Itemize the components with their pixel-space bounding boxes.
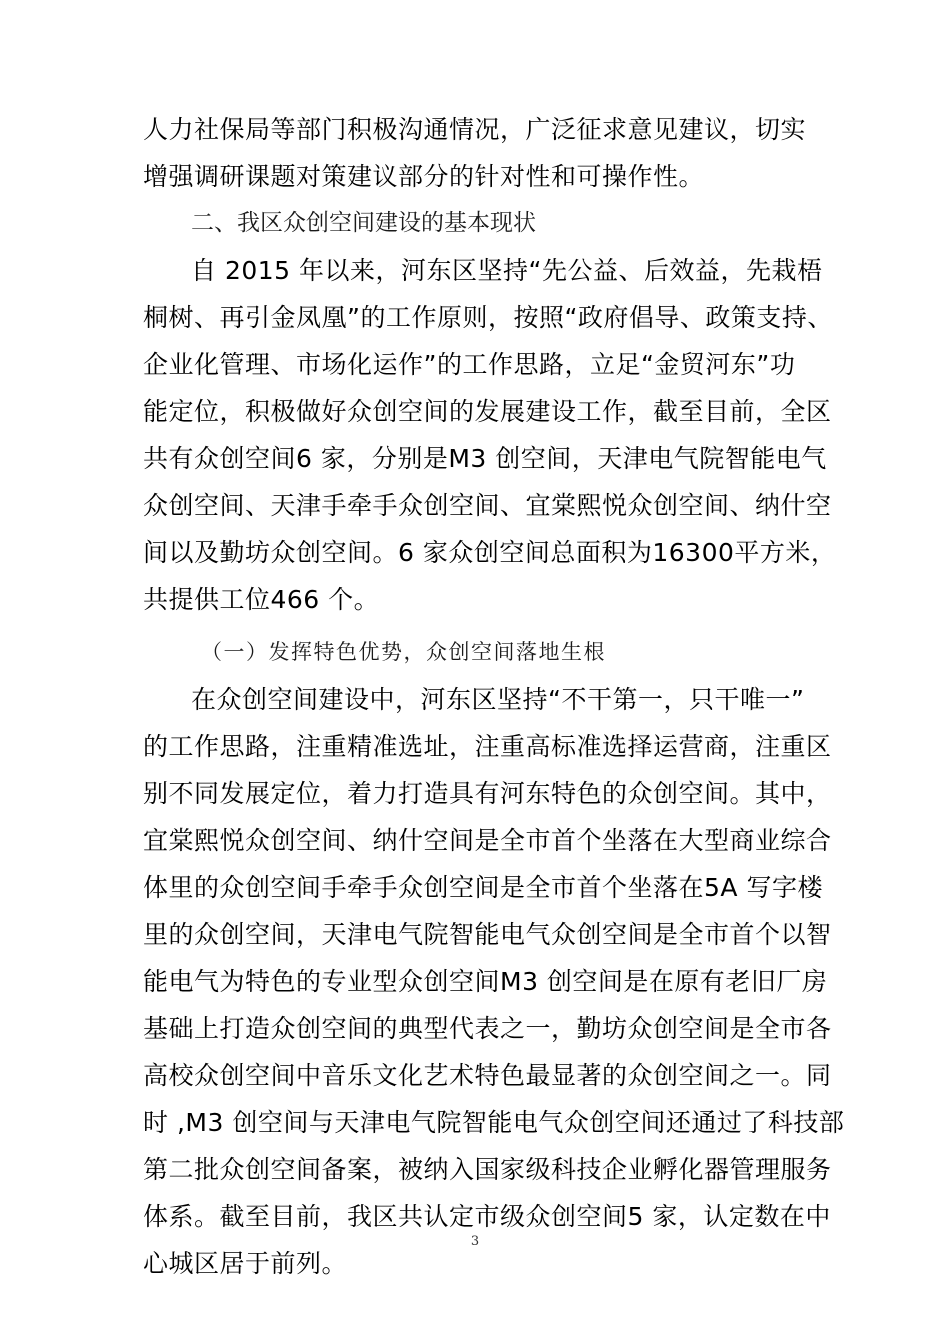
- text-line: 体系。截至目前，我区共认定市级众创空间5 家，认定数在中: [143, 1202, 831, 1231]
- text-line: 时 ,M3 创空间与天津电气院智能电气众创空间还通过了科技部: [143, 1108, 845, 1137]
- text-line: 基础上打造众创空间的典型代表之一，勤坊众创空间是全市各: [143, 1014, 832, 1043]
- text-line: 高校众创空间中音乐文化艺术特色最显著的众创空间之一。同: [143, 1061, 832, 1090]
- text-line: 共有众创空间6 家，分别是M3 创空间，天津电气院智能电气: [143, 444, 827, 473]
- text-line: 心城区居于前列。: [143, 1249, 348, 1278]
- text-line: 众创空间、天津手牵手众创空间、宜棠熙悦众创空间、纳什空: [143, 491, 832, 520]
- text-line: 在众创空间建设中，河东区坚持“不干第一，只干唯一”: [191, 685, 805, 714]
- text-line: 能定位，积极做好众创空间的发展建设工作，截至目前，全区: [143, 397, 832, 426]
- text-line: 增强调研课题对策建议部分的针对性和可操作性。: [143, 162, 705, 191]
- text-line: 自 2015 年以来，河东区坚持“先公益、后效益，先栽梧: [191, 256, 823, 285]
- text-line: 宜棠熙悦众创空间、纳什空间是全市首个坐落在大型商业综合: [143, 826, 832, 855]
- text-line: 里的众创空间，天津电气院智能电气众创空间是全市首个以智: [143, 920, 832, 949]
- text-line: 能电气为特色的专业型众创空间M3 创空间是在原有老旧厂房: [143, 967, 828, 996]
- document-body: [143, 106, 843, 1287]
- page-number: 3: [470, 1234, 480, 1249]
- subsection-heading: （一）发挥特色优势，众创空间落地生根: [201, 640, 606, 664]
- text-line: 人力社保局等部门积极沟通情况，广泛征求意见建议，切实: [143, 115, 807, 144]
- text-line: 体里的众创空间手牵手众创空间是全市首个坐落在5A 写字楼: [143, 873, 823, 902]
- text-line: 的工作思路，注重精准选址，注重高标准选择运营商，注重区: [143, 732, 832, 761]
- text-line: 桐树、再引金凤凰”的工作原则，按照“政府倡导、政策支持、: [143, 303, 833, 332]
- section-heading: 二、我区众创空间建设的基本现状: [191, 210, 536, 236]
- text-line: 间以及勤坊众创空间。6 家众创空间总面积为16300平方米，: [143, 538, 837, 567]
- text-line: 共提供工位466 个。: [143, 585, 380, 614]
- text-line: 第二批众创空间备案，被纳入国家级科技企业孵化器管理服务: [143, 1155, 832, 1184]
- text-line: 别不同发展定位，着力打造具有河东特色的众创空间。其中，: [143, 779, 832, 808]
- text-line: 企业化管理、市场化运作”的工作思路，立足“金贸河东”功: [143, 350, 796, 379]
